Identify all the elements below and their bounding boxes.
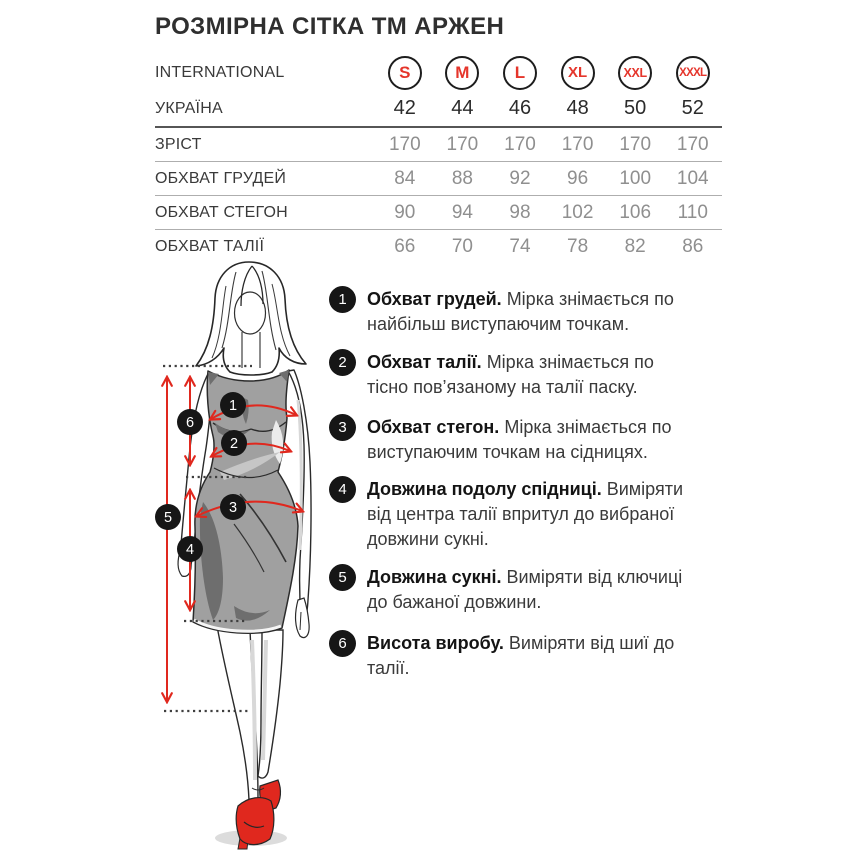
table-cell: 42 — [393, 97, 416, 119]
size-badge-label: L — [514, 62, 526, 82]
instruction-text-4 — [367, 477, 691, 552]
instruction-title-5: Довжина сукні. — [367, 567, 502, 587]
table-row-international — [155, 54, 722, 91]
row-label-waist: ОБХВАТ ТАЛІЇ — [155, 237, 265, 255]
instruction-item-3 — [329, 414, 691, 465]
table-cell: 102 — [561, 201, 594, 223]
row-label-hips: ОБХВАТ СТЕГОН — [155, 203, 288, 221]
instruction-badge-3: 3 — [329, 414, 356, 441]
table-cell: 74 — [509, 235, 531, 257]
instruction-badge-4: 4 — [329, 476, 356, 503]
table-cell: 170 — [561, 133, 594, 155]
page-title: РОЗМІРНА СІТКА ТМ АРЖЕН — [155, 13, 505, 40]
size-badge-s — [388, 56, 422, 90]
instruction-desc-2: Мірка знімається по тісно пов’язаному на талії паску. — [367, 352, 654, 397]
instruction-desc-3: Мірка знімається по виступаючим точкам на сідницях. — [367, 417, 672, 462]
instruction-item-4 — [329, 476, 691, 552]
size-badge-l — [503, 56, 537, 90]
instruction-desc-1: Мірка знімається по найбільш виступаючим точкам. — [367, 289, 674, 334]
instruction-badge-1: 1 — [329, 286, 356, 313]
size-badge-xxl — [618, 56, 652, 90]
table-cell: 78 — [567, 235, 589, 257]
instruction-text-5 — [367, 565, 691, 615]
table-cell: 94 — [451, 201, 473, 223]
instruction-badge-5: 5 — [329, 564, 356, 591]
instruction-title-4: Довжина подолу спідниці. — [367, 479, 602, 499]
table-cell: 98 — [509, 201, 531, 223]
table-cell: 104 — [676, 167, 709, 189]
instruction-item-5 — [329, 564, 691, 615]
table-cell: 84 — [394, 167, 416, 189]
instruction-text-6 — [367, 631, 691, 681]
row-label-international: INTERNATIONAL — [155, 63, 285, 81]
table-cell: 52 — [681, 97, 704, 119]
instruction-title-2: Обхват талії. — [367, 352, 482, 372]
instruction-item-2 — [329, 349, 691, 400]
instruction-badge-2: 2 — [329, 349, 356, 376]
table-cell: 88 — [451, 167, 473, 189]
instruction-text-2 — [367, 350, 691, 400]
row-label-bust: ОБХВАТ ГРУДЕЙ — [155, 169, 287, 187]
table-cell: 170 — [676, 133, 709, 155]
row-label-ukraine: УКРАЇНА — [155, 99, 223, 117]
figure-badge-3-label: 3 — [228, 500, 238, 516]
measurement-figure — [138, 254, 348, 854]
table-cell: 70 — [451, 235, 473, 257]
size-badge-m — [445, 56, 479, 90]
instruction-desc-4: Виміряти від центра талії впритул до вибраної довжини сукні. — [367, 479, 684, 549]
size-badge-xxxl — [676, 56, 710, 90]
table-cell: 90 — [394, 201, 416, 223]
table-cell: 82 — [624, 235, 646, 257]
instruction-text-1 — [367, 287, 691, 337]
figure-badge-6-label: 6 — [185, 415, 195, 431]
instruction-badge-6: 6 — [329, 630, 356, 657]
size-badge-label: XXL — [623, 65, 647, 80]
size-badge-label: S — [399, 62, 411, 82]
table-cell: 170 — [388, 133, 421, 155]
table-cell: 50 — [624, 97, 647, 119]
instruction-desc-6: Виміряти від шиї до талії. — [367, 633, 675, 678]
table-cell: 170 — [446, 133, 479, 155]
size-badge-xl — [561, 56, 595, 90]
table-cell: 86 — [682, 235, 704, 257]
table-cell: 66 — [394, 235, 416, 257]
table-cell: 106 — [619, 201, 652, 223]
size-badge-label: XXXL — [679, 66, 707, 79]
table-row-bust — [155, 161, 722, 195]
size-badge-label: M — [455, 62, 470, 82]
row-label-height: ЗРІСТ — [155, 135, 202, 153]
instruction-text-3 — [367, 415, 691, 465]
figure-badge-2-label: 2 — [229, 436, 239, 452]
table-cell: 46 — [508, 97, 532, 119]
size-table — [155, 54, 722, 263]
figure-badge-5-label: 5 — [163, 510, 173, 526]
table-cell: 44 — [451, 97, 474, 119]
table-cell: 96 — [567, 167, 589, 189]
instruction-title-1: Обхват грудей. — [367, 289, 502, 309]
figure-illustration — [138, 254, 348, 854]
head-art — [196, 262, 306, 375]
table-cell: 48 — [566, 97, 589, 119]
table-cell: 110 — [677, 201, 708, 223]
table-cell: 170 — [504, 133, 536, 155]
instruction-item-6 — [329, 630, 691, 681]
table-row-ukraine — [155, 91, 722, 126]
size-badge-label: XL — [567, 64, 588, 81]
instruction-desc-5: Виміряти від ключиці до бажаної довжини. — [367, 567, 683, 612]
table-cell: 100 — [619, 167, 652, 189]
legs-art — [217, 626, 283, 803]
table-row-hips — [155, 195, 722, 229]
instruction-item-1 — [329, 286, 691, 337]
table-cell: 92 — [509, 167, 531, 189]
table-row-height — [155, 126, 722, 161]
figure-badge-1-label: 1 — [228, 398, 238, 414]
instruction-title-3: Обхват стегон. — [367, 417, 500, 437]
figure-badge-4-label: 4 — [185, 542, 195, 558]
table-cell: 170 — [619, 133, 652, 155]
instruction-title-6: Висота виробу. — [367, 633, 504, 653]
